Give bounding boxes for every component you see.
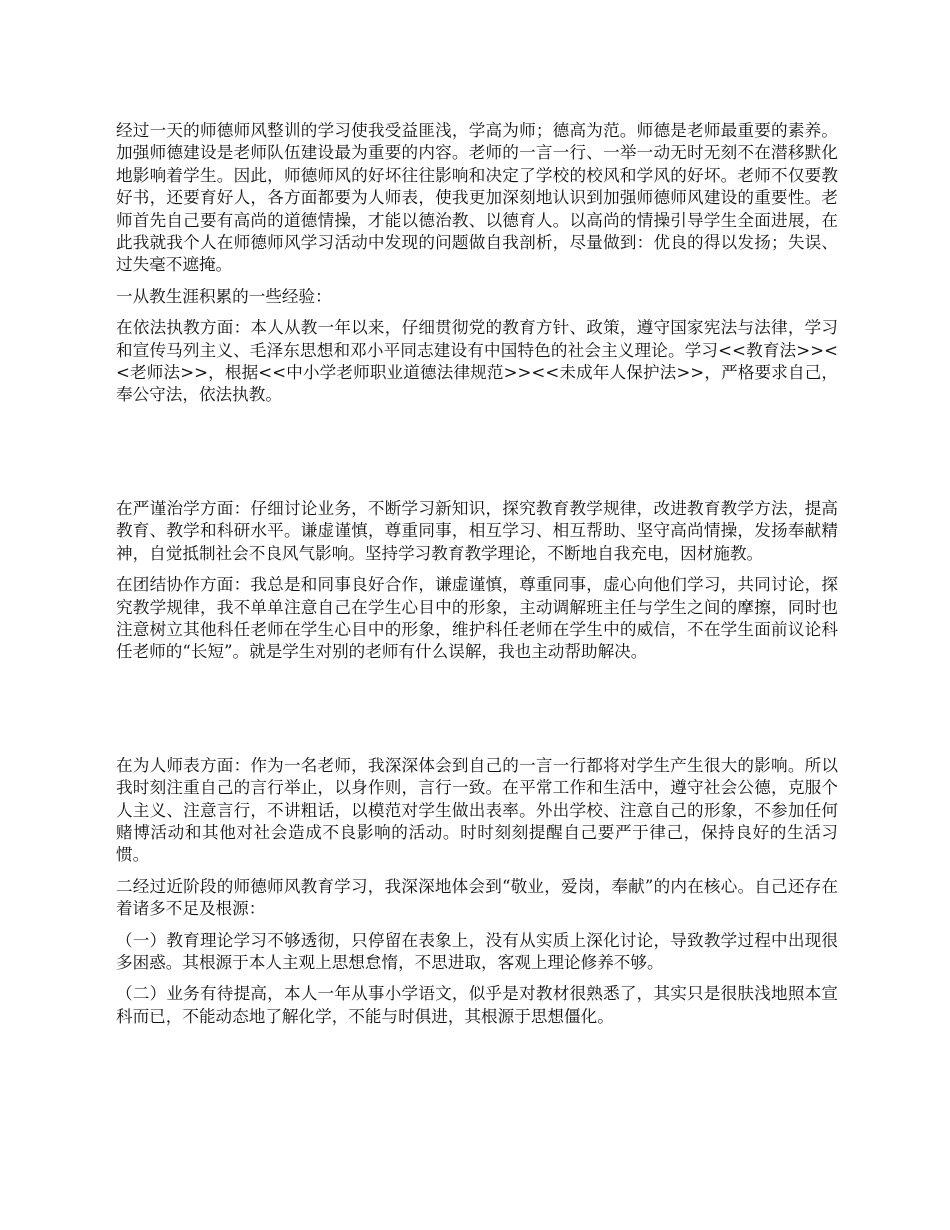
blank-gap [116, 416, 838, 498]
paragraph-rigorous-study: 在严谨治学方面：仔细讨论业务，不断学习新知识，探究教育教学规律，改进教育教学方法，提高教育、教学和科研水平。谦虚谨慎，尊重同事，相互学习、相互帮助、坚守高尚情操，发扬奉献精神，自觉抵制社会不良风气影响。坚持学习教育教学理论，不断地自我充电，因材施教。 [116, 498, 838, 563]
paragraph-shortcoming-1: （一）教育理论学习不够透彻，只停留在表象上，没有从实质上深化讨论，导致教学过程中出现很多困惑。其根源于本人主观上思想怠惰，不思进取，客观上理论修养不够。 [116, 930, 838, 972]
blank-gap [116, 673, 838, 755]
document-body [116, 120, 838, 1037]
paragraph-shortcomings-heading: 二经过近阶段的师德师风教育学习，我深深地体会到“敬业，爱岗，奉献”的内在核心。自己还存在着诸多不足及根源： [116, 876, 838, 919]
paragraph-shortcoming-2: （二）业务有待提高，本人一年从事小学语文，似乎是对教材很熟悉了，其实只是很肤浅地照本宣科而已，不能动态地了解化学，不能与时俱进，其根源于思想僵化。 [116, 984, 838, 1026]
paragraph-intro: 经过一天的师德师风整训的学习使我受益匪浅，学高为师；德高为范。师德是老师最重要的素养。加强师德建设是老师队伍建设最为重要的内容。老师的一言一行、一举一动无时无刻不在潜移默化地影响着学生。因此，师德师风的好坏往往影响和决定了学校的校风和学风的好坏。老师不仅要教好书，还要育好人，各方面都要为人师表，使我更加深刻地认识到加强师德师风建设的重要性。老师首先自己要有高尚的道德情操，才能以德治教、以德育人。以高尚的情操引导学生全面进展，在此我就我个人在师德师风学习活动中发现的问题做自我剖析，尽量做到：优良的得以发扬；失误、过失毫不遮掩。 [116, 121, 838, 275]
paragraph-experience-heading: 一从教生涯积累的一些经验： [116, 286, 332, 306]
paragraph-teamwork: 在团结协作方面：我总是和同事良好合作，谦虚谨慎，尊重同事，虚心向他们学习，共同讨论，探究教学规律，我不单单注意自己在学生心目中的形象，主动调解班主任与学生之间的摩擦，同时也注意树立其他科任老师在学生心目中的形象，维护科任老师在学生中的威信，不在学生面前议论科任老师的“长短”。就是学生对别的老师有什么误解，我也主动帮助解决。 [116, 575, 838, 662]
paragraph-law-teaching: 在依法执教方面：本人从教一年以来，仔细贯彻党的教育方针、政策，遵守国家宪法与法律，学习和宣传马列主义、毛泽东思想和邓小平同志建设有中国特色的社会主义理论。学习<<教育法>><<老师法>>，根据<<中小学老师职业道德法律规范>><<未成年人保护法>>，严格要求自己，奉公守法，依法执教。 [116, 318, 838, 405]
paragraph-role-model: 在为人师表方面：作为一名老师，我深深体会到自己的一言一行都将对学生产生很大的影响。所以我时刻注重自己的言行举止，以身作则，言行一致。在平常工作和生活中，遵守社会公德，克服个人主义、注意言行，不讲粗话，以模范对学生做出表率。外出学校、注意自己的形象，不参加任何赌博活动和其他对社会造成不良影响的活动。时时刻刻提醒自己要严于律己，保持良好的生活习惯。 [116, 755, 838, 865]
